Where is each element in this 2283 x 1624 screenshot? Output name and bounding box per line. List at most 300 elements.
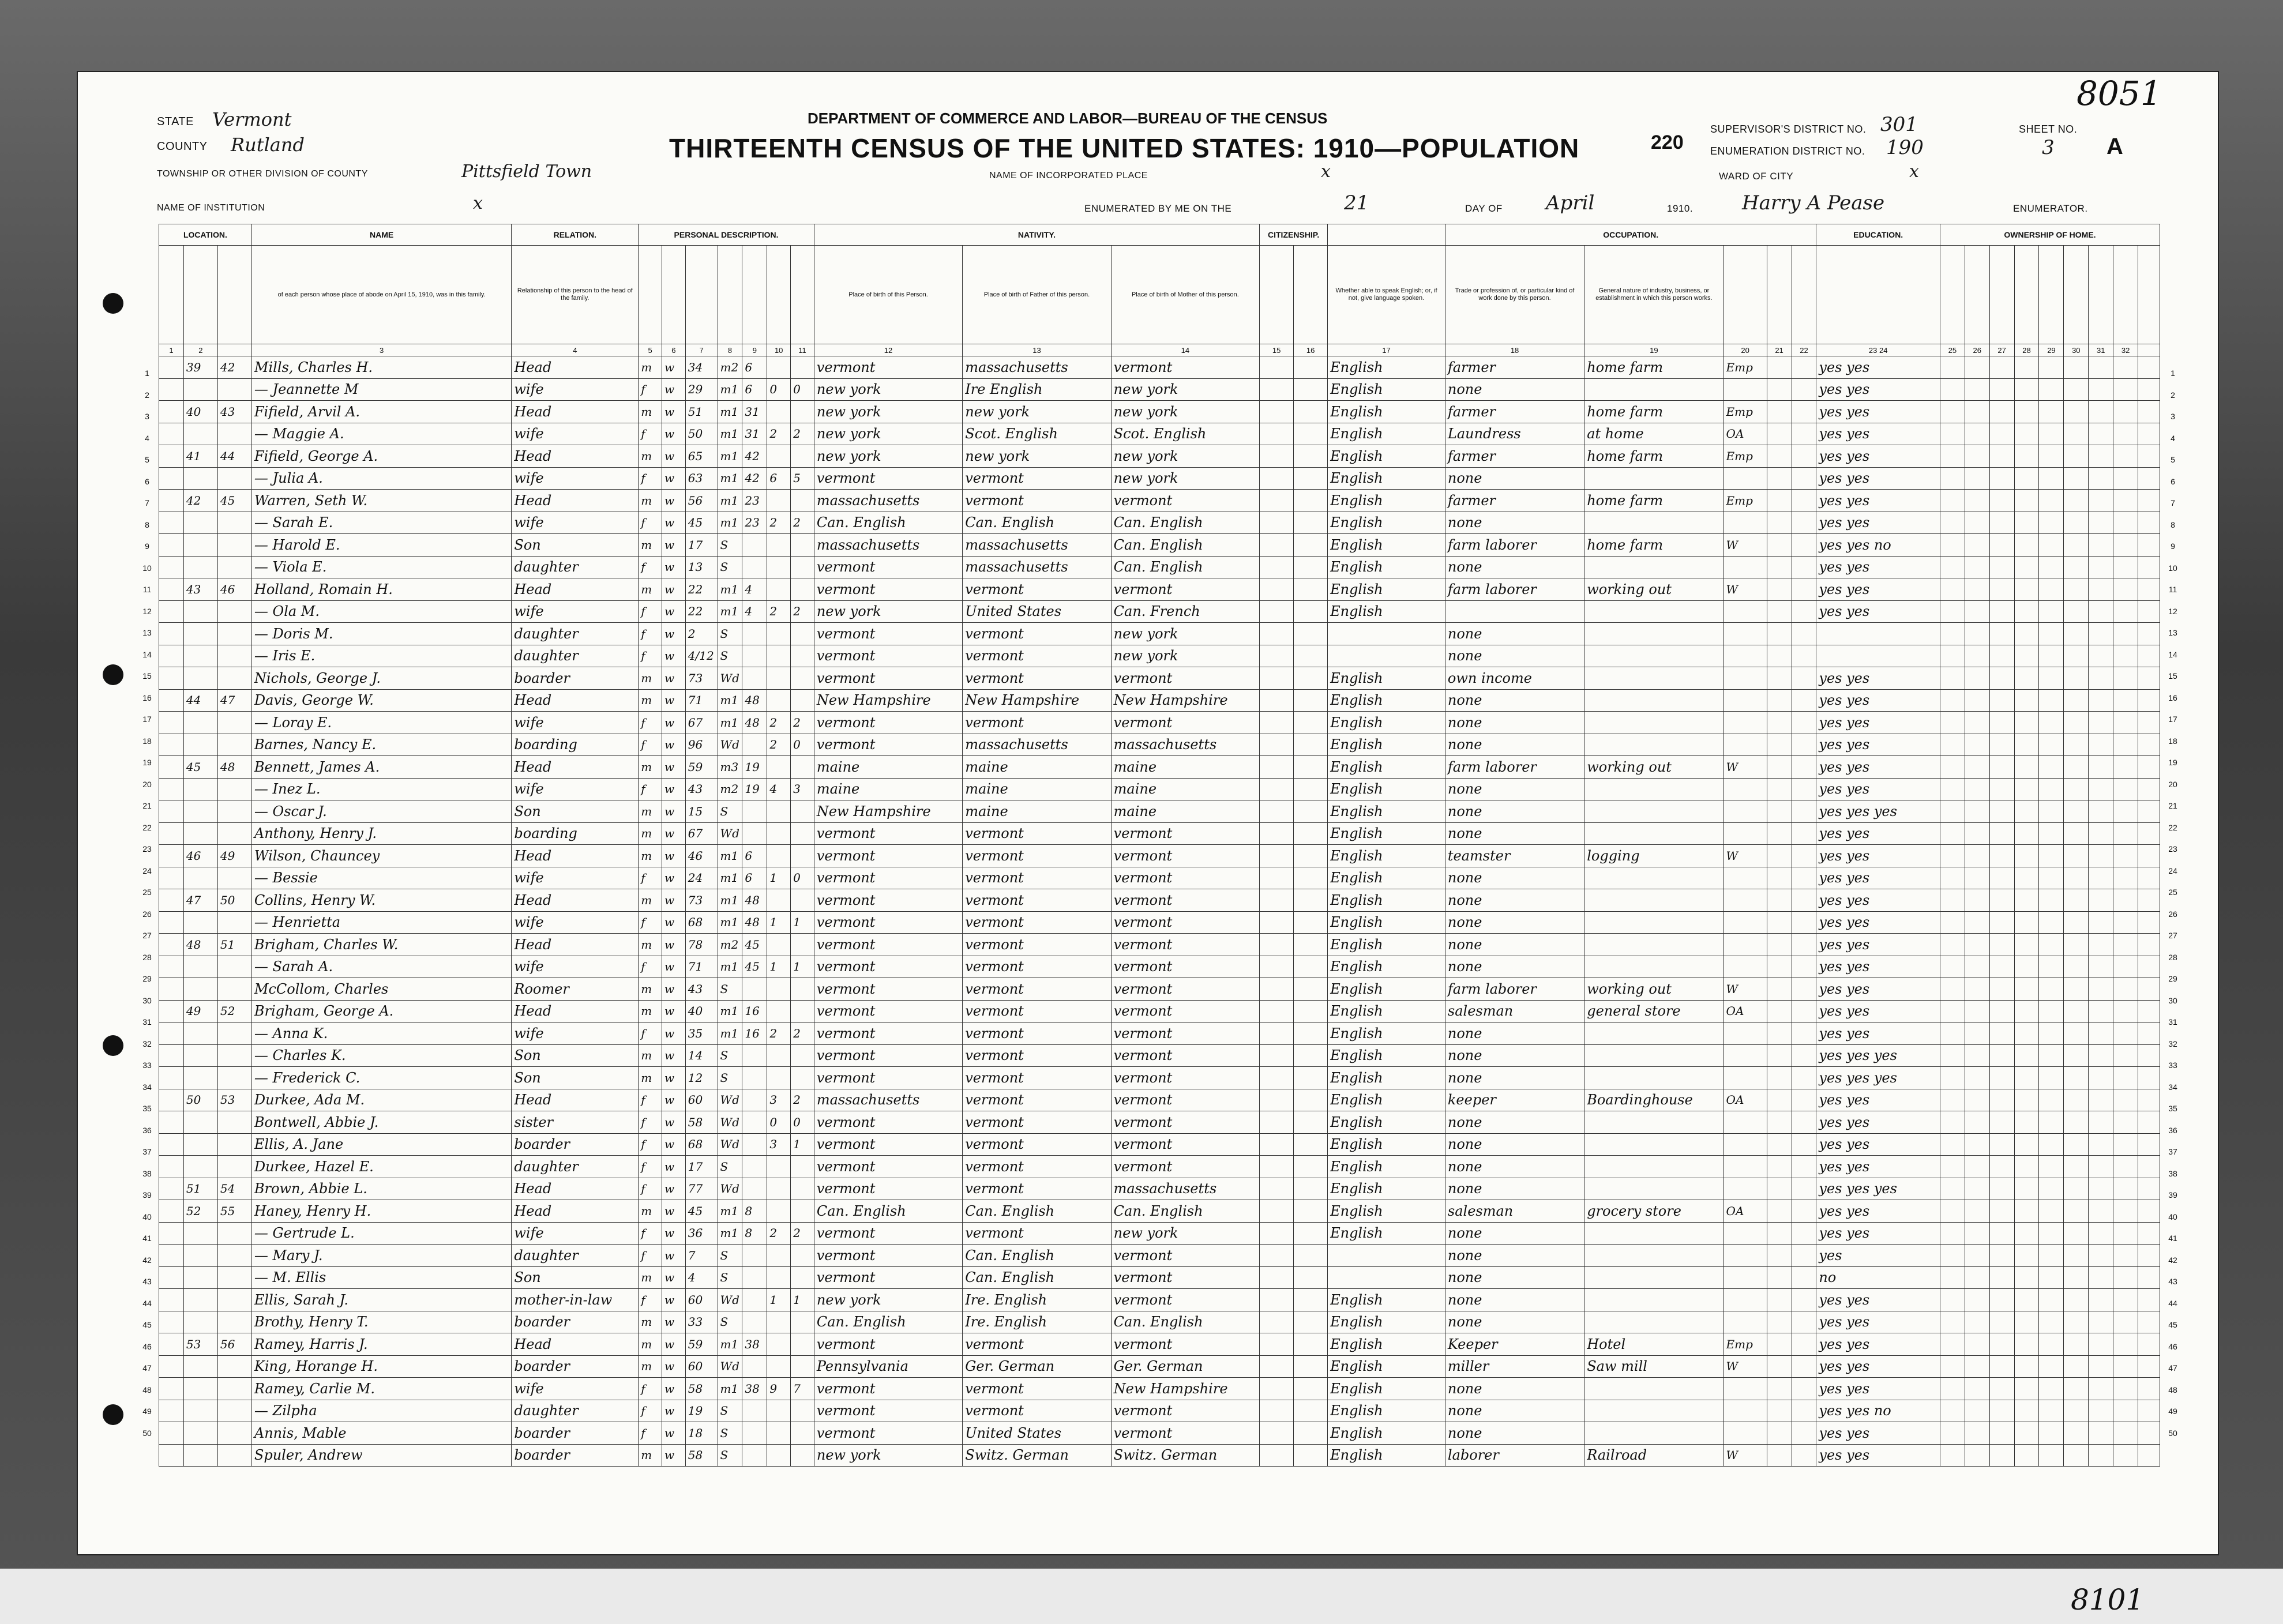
birthplace-father: vermont [963, 956, 1111, 978]
empty-cell [2089, 822, 2113, 845]
race: w [662, 623, 686, 645]
years-married [742, 1444, 767, 1467]
empty-cell [2014, 445, 2039, 468]
census-row [159, 423, 2160, 445]
empty-cell [1767, 534, 1792, 557]
empty-cell [1767, 1311, 1792, 1333]
years-married: 8 [742, 1222, 767, 1245]
empty-cell [1294, 356, 1328, 379]
race: w [662, 1378, 686, 1400]
industry [1584, 1222, 1723, 1245]
age: 45 [685, 512, 718, 534]
children-living: 0 [791, 734, 814, 756]
race: w [662, 1222, 686, 1245]
empty-cell [1294, 600, 1328, 623]
empty-cell [1989, 401, 2014, 423]
language: English [1328, 689, 1445, 712]
person-name: — M. Ellis [251, 1266, 512, 1289]
trade: farmer [1445, 490, 1584, 512]
empty-cell [1294, 1067, 1328, 1089]
years-married: 16 [742, 1022, 767, 1045]
years-married: 31 [742, 401, 767, 423]
row-number: 38 [142, 1168, 152, 1178]
empty-cell [2039, 1022, 2064, 1045]
dwelling-number: 46 [183, 845, 217, 867]
family-number: 44 [217, 445, 251, 468]
empty-cell [1989, 1245, 2014, 1267]
birthplace-person: New Hampshire [814, 800, 962, 823]
industry [1584, 467, 1723, 490]
dwelling-number [183, 1400, 217, 1422]
race: w [662, 822, 686, 845]
sex: m [639, 578, 662, 601]
empty-cell [1294, 1266, 1328, 1289]
trade: none [1445, 934, 1584, 956]
institution-label: NAME OF INSTITUTION [157, 203, 265, 213]
empty-cell [1260, 756, 1294, 779]
person-name: Brigham, George A. [251, 1000, 512, 1022]
empty-cell [2138, 1067, 2160, 1089]
family-number [217, 378, 251, 401]
empty-cell [1792, 1222, 1816, 1245]
next-page-number: 8101 [2071, 1583, 2145, 1617]
empty-cell [1767, 556, 1792, 578]
empty-cell [2138, 467, 2160, 490]
birthplace-mother: Can. English [1111, 1200, 1259, 1223]
street-cell [159, 1000, 184, 1022]
age: 18 [685, 1422, 718, 1445]
empty-cell [1989, 600, 2014, 623]
industry: home farm [1584, 534, 1723, 557]
years-married: 6 [742, 378, 767, 401]
empty-cell [2064, 1089, 2089, 1111]
census-row [159, 956, 2160, 978]
trade: none [1445, 1378, 1584, 1400]
empty-cell [1767, 845, 1792, 867]
age: 29 [685, 378, 718, 401]
empty-cell [2113, 423, 2138, 445]
empty-cell [1989, 1400, 2014, 1422]
education: yes yes [1816, 867, 1940, 889]
row-number: 7 [145, 498, 149, 507]
years-married [742, 1311, 767, 1333]
birthplace-father: vermont [963, 712, 1111, 734]
empty-cell [2138, 934, 2160, 956]
birthplace-person: vermont [814, 1178, 962, 1200]
street-cell [159, 401, 184, 423]
children-born [767, 1266, 791, 1289]
empty-cell [1260, 911, 1294, 934]
empty-cell [1792, 1355, 1816, 1378]
person-name: Bontwell, Abbie J. [251, 1111, 512, 1134]
birthplace-mother: new york [1111, 401, 1259, 423]
empty-cell [1294, 1289, 1328, 1311]
street-cell [159, 934, 184, 956]
industry [1584, 956, 1723, 978]
dwelling-number [183, 600, 217, 623]
race: w [662, 1156, 686, 1178]
empty-cell [2014, 1067, 2039, 1089]
age: 46 [685, 845, 718, 867]
empty-cell [2039, 1067, 2064, 1089]
birthplace-mother: vermont [1111, 934, 1259, 956]
sex: f [639, 1245, 662, 1267]
children-living [791, 667, 814, 690]
birthplace-mother: vermont [1111, 712, 1259, 734]
empty-cell [2039, 712, 2064, 734]
trade: none [1445, 734, 1584, 756]
race: w [662, 911, 686, 934]
race: w [662, 1178, 686, 1200]
children-living: 1 [791, 911, 814, 934]
race: w [662, 534, 686, 557]
census-row [159, 1422, 2160, 1445]
education: yes yes yes [1816, 1044, 1940, 1067]
children-living: 7 [791, 1378, 814, 1400]
relation: Head [512, 689, 639, 712]
sex: f [639, 1133, 662, 1156]
industry [1584, 623, 1723, 645]
industry-description: General nature of industry, business, or establishment in which this person works. [1584, 246, 1723, 344]
row-number: 28 [142, 952, 152, 962]
marital-status: m2 [718, 356, 742, 379]
relation: Head [512, 845, 639, 867]
relation: Son [512, 1266, 639, 1289]
census-row [159, 1355, 2160, 1378]
row-number: 12 [2168, 606, 2177, 616]
language: English [1328, 1333, 1445, 1356]
language: English [1328, 734, 1445, 756]
empty-cell [2138, 978, 2160, 1001]
years-married [742, 1111, 767, 1134]
row-number: 9 [145, 542, 149, 551]
street-cell [159, 467, 184, 490]
row-number: 28 [2168, 952, 2177, 962]
empty-cell [1294, 578, 1328, 601]
employer-status: OA [1723, 1200, 1767, 1223]
years-married [742, 1178, 767, 1200]
marital-status: m2 [718, 934, 742, 956]
children-born [767, 356, 791, 379]
children-born [767, 689, 791, 712]
marital-status: m1 [718, 467, 742, 490]
street-cell [159, 534, 184, 557]
birthplace-mother: vermont [1111, 911, 1259, 934]
empty-cell [2039, 1000, 2064, 1022]
census-row [159, 578, 2160, 601]
person-name: Holland, Romain H. [251, 578, 512, 601]
employer-status: Emp [1723, 490, 1767, 512]
children-born [767, 667, 791, 690]
empty-cell [1792, 1156, 1816, 1178]
empty-cell [2138, 534, 2160, 557]
empty-cell [1792, 623, 1816, 645]
empty-cell [1294, 934, 1328, 956]
employer-status [1723, 1067, 1767, 1089]
trade: none [1445, 1222, 1584, 1245]
empty-cell [2138, 1400, 2160, 1422]
relation: Head [512, 490, 639, 512]
language: English [1328, 800, 1445, 823]
enumerator-name: Harry A Pease [1742, 191, 1885, 215]
empty-cell [1989, 1067, 2014, 1089]
street-cell [159, 1333, 184, 1356]
empty-cell [1260, 778, 1294, 800]
age: 59 [685, 756, 718, 779]
dwelling-number [183, 667, 217, 690]
empty-cell [2039, 1111, 2064, 1134]
birthplace-person: Can. English [814, 1311, 962, 1333]
marital-status: m1 [718, 423, 742, 445]
marital-status: Wd [718, 1133, 742, 1156]
empty-cell [2089, 1355, 2113, 1378]
empty-cell [2113, 1000, 2138, 1022]
empty-cell [2089, 1266, 2113, 1289]
birthplace-mother: New Hampshire [1111, 689, 1259, 712]
years-married: 6 [742, 356, 767, 379]
industry: home farm [1584, 356, 1723, 379]
empty-cell [1989, 1333, 2014, 1356]
children-born [767, 934, 791, 956]
empty-cell [1989, 556, 2014, 578]
row-number: 13 [2168, 628, 2177, 637]
empty-cell [2039, 645, 2064, 667]
birthplace-father: vermont [963, 1044, 1111, 1067]
trade: none [1445, 712, 1584, 734]
street-cell [159, 623, 184, 645]
relation: wife [512, 1022, 639, 1045]
empty-cell [2064, 623, 2089, 645]
empty-cell [2039, 600, 2064, 623]
empty-cell [2138, 867, 2160, 889]
empty-cell [1965, 645, 1989, 667]
street-cell [159, 1111, 184, 1134]
family-number [217, 1266, 251, 1289]
empty-cell [2039, 1222, 2064, 1245]
empty-cell [2014, 556, 2039, 578]
empty-cell [2064, 822, 2089, 845]
row-number: 1 [2171, 369, 2175, 378]
industry [1584, 734, 1723, 756]
empty-cell [2089, 1111, 2113, 1134]
empty-cell [1294, 445, 1328, 468]
children-living: 2 [791, 512, 814, 534]
relation: Son [512, 1067, 639, 1089]
birthplace-person: vermont [814, 667, 962, 690]
birthplace-father: vermont [963, 667, 1111, 690]
birthplace-person: vermont [814, 1133, 962, 1156]
row-number: 48 [142, 1385, 152, 1394]
empty-cell [2113, 756, 2138, 779]
dwelling-number: 43 [183, 578, 217, 601]
row-number: 42 [142, 1255, 152, 1265]
empty-cell [1965, 1355, 1989, 1378]
empty-cell [1940, 1422, 1965, 1445]
children-living [791, 889, 814, 912]
education: yes yes yes [1816, 1067, 1940, 1089]
education: yes yes [1816, 911, 1940, 934]
education: yes [1816, 1245, 1940, 1267]
employer-status [1723, 778, 1767, 800]
birthplace-person: vermont [814, 1266, 962, 1289]
family-number [217, 623, 251, 645]
education: yes yes [1816, 934, 1940, 956]
birthplace-father: vermont [963, 1133, 1111, 1156]
age: 68 [685, 1133, 718, 1156]
empty-cell [2014, 600, 2039, 623]
row-number: 17 [142, 715, 152, 724]
dwelling-number [183, 867, 217, 889]
row-number: 17 [2168, 715, 2177, 724]
empty-cell [1260, 1266, 1294, 1289]
empty-cell [1989, 1178, 2014, 1200]
empty-cell [1260, 667, 1294, 690]
marital-status: m1 [718, 911, 742, 934]
dwelling-number: 49 [183, 1000, 217, 1022]
empty-cell [2138, 645, 2160, 667]
row-number: 38 [2168, 1168, 2177, 1178]
person-name: Bennett, James A. [251, 756, 512, 779]
year-label: 1910. [1667, 203, 1694, 214]
empty-cell [1965, 911, 1989, 934]
census-row [159, 712, 2160, 734]
sex: f [639, 778, 662, 800]
industry [1584, 712, 1723, 734]
education: yes yes [1816, 667, 1940, 690]
empty-cell [2014, 978, 2039, 1001]
dwelling-number [183, 1044, 217, 1067]
trade: none [1445, 1422, 1584, 1445]
trade: none [1445, 1156, 1584, 1178]
industry [1584, 1266, 1723, 1289]
years-married: 6 [742, 845, 767, 867]
empty-cell [1767, 1133, 1792, 1156]
employer-status: W [1723, 578, 1767, 601]
street-cell [159, 1355, 184, 1378]
empty-cell [1767, 1044, 1792, 1067]
empty-cell [2039, 822, 2064, 845]
birthplace-father: vermont [963, 889, 1111, 912]
years-married [742, 1067, 767, 1089]
row-number: 29 [2168, 974, 2177, 983]
marital-status: S [718, 1044, 742, 1067]
age: 4 [685, 1266, 718, 1289]
row-number: 20 [2168, 779, 2177, 789]
dwelling-number [183, 1245, 217, 1267]
row-number: 3 [2171, 412, 2175, 421]
empty-cell [1965, 578, 1989, 601]
empty-cell [1260, 1022, 1294, 1045]
sex: m [639, 1311, 662, 1333]
row-number: 26 [2168, 909, 2177, 919]
empty-cell [2064, 1044, 2089, 1067]
race: w [662, 1266, 686, 1289]
empty-cell [1767, 467, 1792, 490]
race: w [662, 467, 686, 490]
industry [1584, 822, 1723, 845]
empty-cell [1940, 956, 1965, 978]
empty-cell [2039, 578, 2064, 601]
empty-cell [2014, 1133, 2039, 1156]
empty-cell [2138, 800, 2160, 823]
education: yes yes [1816, 1200, 1940, 1223]
street-cell [159, 1245, 184, 1267]
person-name: — Sarah A. [251, 956, 512, 978]
dwelling-number: 52 [183, 1200, 217, 1223]
trade: farm laborer [1445, 534, 1584, 557]
education: yes yes [1816, 1156, 1940, 1178]
relation: sister [512, 1111, 639, 1134]
trade: none [1445, 1111, 1584, 1134]
children-living [791, 1200, 814, 1223]
sex: m [639, 822, 662, 845]
empty-cell [2138, 623, 2160, 645]
street-cell [159, 1044, 184, 1067]
census-row [159, 778, 2160, 800]
empty-cell [1294, 467, 1328, 490]
empty-cell [1792, 1111, 1816, 1134]
empty-cell [2014, 934, 2039, 956]
census-row [159, 689, 2160, 712]
race: w [662, 1044, 686, 1067]
person-name: — Henrietta [251, 911, 512, 934]
race: w [662, 889, 686, 912]
years-married [742, 1266, 767, 1289]
birthplace-person: massachusetts [814, 534, 962, 557]
empty-cell [2064, 734, 2089, 756]
empty-cell [1792, 1133, 1816, 1156]
binder-hole [103, 1404, 123, 1425]
birthplace-person: massachusetts [814, 1089, 962, 1111]
birthplace-person: maine [814, 778, 962, 800]
person-name: Warren, Seth W. [251, 490, 512, 512]
street-cell [159, 1289, 184, 1311]
relation: wife [512, 712, 639, 734]
sex: m [639, 1200, 662, 1223]
children-born [767, 1067, 791, 1089]
age: 7 [685, 1245, 718, 1267]
empty-cell [2089, 756, 2113, 779]
sex: m [639, 1000, 662, 1022]
census-row [159, 1178, 2160, 1200]
census-row [159, 378, 2160, 401]
empty-cell [2014, 756, 2039, 779]
person-name: — Anna K. [251, 1022, 512, 1045]
dwelling-number [183, 734, 217, 756]
language: English [1328, 667, 1445, 690]
street-cell [159, 734, 184, 756]
empty-cell [2089, 1289, 2113, 1311]
birthplace-person: vermont [814, 1022, 962, 1045]
relation: wife [512, 512, 639, 534]
empty-cell [2138, 1111, 2160, 1134]
row-number: 27 [2168, 931, 2177, 940]
person-name: — Zilpha [251, 1400, 512, 1422]
empty-cell [1767, 1067, 1792, 1089]
empty-cell [1989, 645, 2014, 667]
empty-cell [2138, 512, 2160, 534]
empty-cell [1260, 1200, 1294, 1223]
row-number: 23 [2168, 844, 2177, 854]
empty-cell [1767, 401, 1792, 423]
empty-cell [1940, 1022, 1965, 1045]
ward-value: x [1909, 161, 1919, 182]
family-number [217, 867, 251, 889]
empty-cell [2064, 1266, 2089, 1289]
empty-cell [1792, 378, 1816, 401]
empty-cell [1260, 623, 1294, 645]
empty-cell [2039, 1156, 2064, 1178]
